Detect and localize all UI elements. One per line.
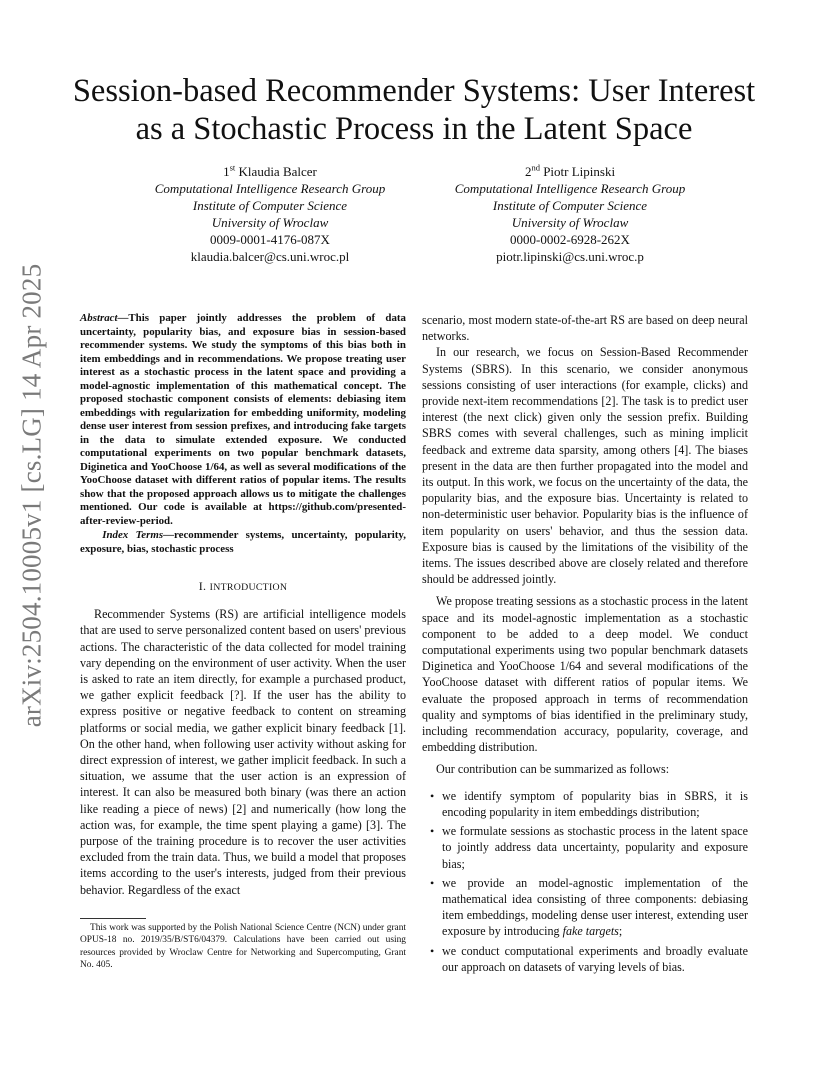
author-block-1 xyxy=(120,163,420,265)
author-university: University of Wroclaw xyxy=(211,215,329,230)
author-institute: Institute of Computer Science xyxy=(192,198,348,213)
paragraph-continuation: scenario, most modern state-of-the-art RS are based on deep neural networks. xyxy=(422,313,748,344)
list-item-text: we identify symptom of popularity bias in SBRS, it is encoding popularity in item embeddings distribution; xyxy=(442,788,748,819)
author-orcid: 0000-0002-6928-262X xyxy=(510,232,630,247)
section-heading xyxy=(80,578,406,596)
list-item-text: we formulate sessions as stochastic process in the latent space to jointly address data uncertainty, popularity and exposure bias; xyxy=(442,824,748,871)
list-item-text: we provide an model-agnostic implementation of the mathematical idea consisting of three components: debiasing item embeddings, modeling dense user interest, extending user exposure by introducing xyxy=(442,875,748,939)
author-block-2 xyxy=(420,163,720,265)
footnote: This work was supported by the Polish National Science Centre (NCN) under grant OPUS-18 no. 2019/35/B/ST6/04379. Calculations have been carried out using resources provided by Wroclaw Centre for Networking and Supercomputing, Grant No. 405. xyxy=(80,923,406,970)
bullet-icon: • xyxy=(430,943,435,958)
paper-title: Session-based Recommender Systems: User Interest as a Stochastic Process in the Latent Space xyxy=(72,73,756,147)
intro-paragraph: Recommender Systems (RS) are artificial intelligence models that are used to serve personalized content based on users' previous actions. The characteristic of the data collected for model training vary depending on the environment of user activity. When the user is asked to rate an item directly, for example a purchased product, we gather explicit feedback [?]. If the user has the ability to express positive or negative feedback to content on streaming platforms or social media, we gather explicit binary feedback [1]. On the other hand, when following user activity without asking for direct expression of interest, we gather implicit feedback. In such a situation, we assume that the user action is an expression of interest. It can also be measured both binary (was there an action like reading a piece of news) [2] and numerically (how long the action was, for example, the time spent playing a game) [3]. The purpose of the training procedure is to recover the user activities excluded from the train data. Thus, we build a model that proposes items according to the user's interests, judged from their previous behavior. Regardless of the exact xyxy=(80,607,406,897)
author-ordinal-suffix: nd xyxy=(531,162,540,173)
index-terms xyxy=(80,529,406,556)
bullet-icon: • xyxy=(430,824,435,839)
author-orcid: 0009-0001-4176-087X xyxy=(210,232,330,247)
section-number: I. xyxy=(198,579,207,593)
list-item xyxy=(422,788,748,820)
footnote-rule xyxy=(80,918,146,919)
author-email: klaudia.balcer@cs.uni.wroc.pl xyxy=(190,249,350,264)
author-name: Klaudia Balcer xyxy=(238,164,317,179)
contribution-list xyxy=(422,788,748,975)
author-ordinal-suffix: st xyxy=(229,162,236,173)
arxiv-watermark xyxy=(8,260,56,730)
list-item xyxy=(422,823,748,872)
index-terms-text: —recommender systems, uncertainty, popularity, exposure, bias, stochastic process xyxy=(80,529,407,555)
author-institute: Institute of Computer Science xyxy=(492,198,648,213)
left-column xyxy=(80,312,406,898)
arxiv-id: arXiv:2504.10005v1 [cs.LG] 14 Apr 2025 xyxy=(16,263,47,727)
list-item-text: we conduct computational experiments and broadly evaluate our approach on datasets of varying levels of bias. xyxy=(442,943,748,974)
paragraph-proposal: We propose treating sessions as a stochastic process in the latent space and its model-agnostic implementation as a stochastic component to be added to a deep model. We conduct computational experiments using two popular benchmark datasets Diginetica and YooChoose 1/64 and several modifications of the YooChoose dataset with different ratios of popular items. We evaluate the proposed approach in terms of recommendation quality and symptoms of bias identified in the preliminary study, including recommendation accuracy, popularity, coverage, and embedding distribution. xyxy=(422,594,748,755)
section-title: INTRODUCTION xyxy=(209,582,288,593)
author-ordinal: 1 xyxy=(223,164,230,179)
abstract-text: —This paper jointly addresses the problem of data uncertainty, popularity bias, and exposure bias in session-based recommender systems. We study the symptoms of this bias both in item embeddings and in recommendations. We propose treating user interest as a stochastic process in the latent space and providing a model-agnostic implementation of this mathematical concept. The proposed stochastic component consists of elements: debiasing item embeddings with regularization for embedding uniformity, modeling dense user interest from session prefixes, and introducing fake targets in the data to simulate extended exposure. We conducted computational experiments on two popular benchmark datasets, Diginetica and YooChoose 1/64, as well as several modifications of the YooChoose dataset with different ratios of popular items. The results show that the proposed approach allows us to mitigate the challenges mentioned. Our code is available at https://github.com/presented-after-review-period. xyxy=(80,312,406,527)
index-terms-label: Index Terms xyxy=(102,529,164,541)
abstract-label: Abstract xyxy=(80,312,118,324)
list-item-after: ; xyxy=(618,924,623,939)
right-column xyxy=(422,312,748,978)
list-item-emphasis: fake targets xyxy=(562,924,619,939)
author-group: Computational Intelligence Research Group xyxy=(454,181,686,196)
author-name-line xyxy=(420,163,720,180)
author-group: Computational Intelligence Research Group xyxy=(154,181,386,196)
paragraph-sbrs: In our research, we focus on Session-Based Recommender Systems (SBRS). In this scenario, we consider anonymous sessions consisting of user interactions (for example, clicks) and provide next-item recommendations [2]. The task is to predict user interest (the next click) given only the session prefix. Building SBRS comes with several challenges, such as mining implicit feedback and extreme data sparsity, among others [4]. The biases present in the data are then further propagated into the model and its output. In this work, we focus on the uncertainty of the data, the popularity bias, and the exposure bias. Uncertainty is related to non-deterministic user behavior. Popularity bias is the influence of item popularity on users' behavior, and thus the session data. Exposure bias is caused by the limitations of the visibility of the items. The issues described above are closely related and therefore should be addressed jointly. xyxy=(422,345,748,587)
author-name: Piotr Lipinski xyxy=(543,164,616,179)
bullet-icon: • xyxy=(430,875,435,890)
author-ordinal: 2 xyxy=(524,164,532,179)
list-item xyxy=(422,943,748,975)
author-email: piotr.lipinski@cs.uni.wroc.p xyxy=(496,249,644,264)
author-name-line xyxy=(120,163,420,180)
abstract xyxy=(80,312,406,528)
list-item xyxy=(422,875,748,940)
author-university: University of Wroclaw xyxy=(511,215,629,230)
bullet-icon: • xyxy=(430,788,435,803)
paragraph-contribution-intro: Our contribution can be summarized as follows: xyxy=(436,762,670,777)
